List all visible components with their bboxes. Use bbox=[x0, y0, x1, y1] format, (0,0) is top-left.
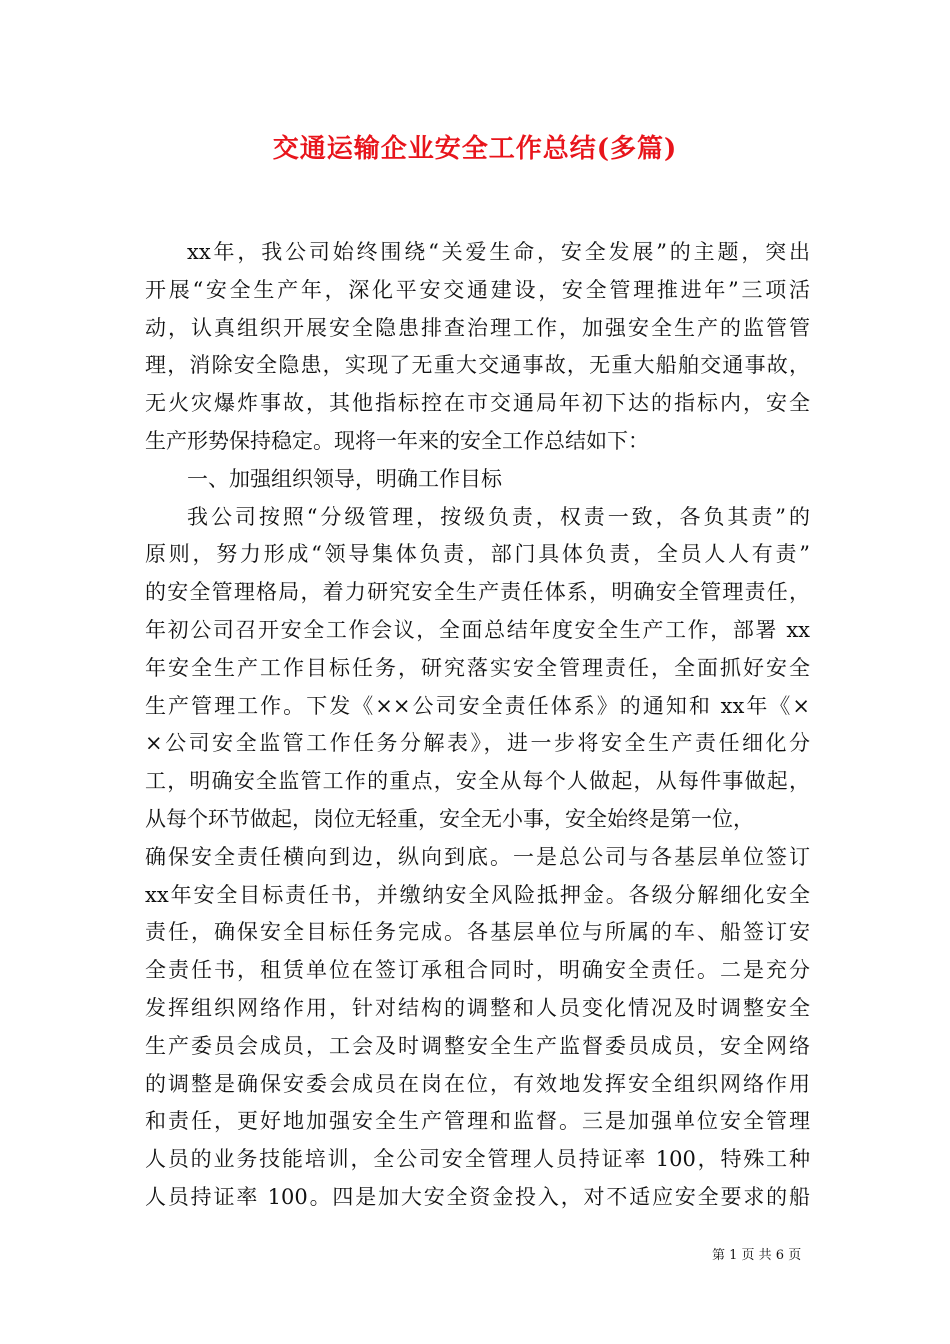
body-line: 一、加强组织领导，明确工作目标 bbox=[187, 466, 502, 491]
body-line: 的调整是确保安委会成员在岗在位，有效地发挥安全组织网络作用 bbox=[145, 1071, 810, 1096]
body-line: 生产形势保持稳定。现将一年来的安全工作总结如下： bbox=[145, 428, 649, 453]
body-line: 人员持证率 100。四是加大安全资金投入，对不适应安全要求的船 bbox=[145, 1184, 810, 1209]
body-line: 原则，努力形成“领导集体负责，部门具体负责，全员人人有责” bbox=[145, 542, 810, 567]
body-line: ×公司安全监管工作任务分解表》，进一步将安全生产责任细化分 bbox=[145, 731, 810, 756]
body-line: 从每个环节做起，岗位无轻重，安全无小事，安全始终是第一位， bbox=[145, 806, 754, 831]
body-line: 我公司按照“分级管理，按级负责，权责一致，各负其责”的 bbox=[187, 504, 810, 529]
body-line: 年安全生产工作目标任务，研究落实安全管理责任，全面抓好安全 bbox=[145, 655, 810, 680]
body-line: 工，明确安全监管工作的重点，安全从每个人做起，从每件事做起， bbox=[145, 769, 810, 794]
body-line: xx年，我公司始终围绕“关爱生命，安全发展”的主题，突出 bbox=[187, 240, 810, 264]
document-body bbox=[145, 234, 810, 1217]
body-line: 生产管理工作。下发《××公司安全责任体系》的通知和 xx年《× bbox=[145, 693, 810, 718]
body-line: 年初公司召开安全工作会议，全面总结年度安全生产工作，部署 xx bbox=[145, 617, 810, 642]
document-title: 交通运输企业安全工作总结(多篇) bbox=[272, 134, 678, 164]
body-line: 理，消除安全隐患，实现了无重大交通事故，无重大船舶交通事故， bbox=[145, 353, 810, 378]
body-line: 人员的业务技能培训，全公司安全管理人员持证率 100，特殊工种 bbox=[145, 1147, 810, 1172]
page-number: 第 1 页 共 6 页 bbox=[712, 1248, 802, 1263]
body-line: xx年安全目标责任书，并缴纳安全风险抵押金。各级分解细化安全 bbox=[145, 882, 810, 907]
body-line: 全责任书，租赁单位在签订承租合同时，明确安全责任。二是充分 bbox=[145, 958, 810, 983]
body-line: 发挥组织网络作用，针对结构的调整和人员变化情况及时调整安全 bbox=[145, 995, 810, 1020]
body-line: 开展“安全生产年，深化平安交通建设，安全管理推进年”三项活 bbox=[145, 277, 810, 302]
body-line: 的安全管理格局，着力研究安全生产责任体系，明确安全管理责任， bbox=[145, 580, 810, 605]
body-line: 和责任，更好地加强安全生产管理和监督。三是加强单位安全管理 bbox=[145, 1109, 810, 1134]
body-line: 动，认真组织开展安全隐患排查治理工作，加强安全生产的监管管 bbox=[145, 315, 810, 340]
body-line: 生产委员会成员，工会及时调整安全生产监督委员成员，安全网络 bbox=[145, 1033, 810, 1058]
body-line: 确保安全责任横向到边，纵向到底。一是总公司与各基层单位签订 bbox=[145, 844, 810, 869]
body-line: 责任，确保安全目标任务完成。各基层单位与所属的车、船签订安 bbox=[145, 920, 810, 945]
body-line: 无火灾爆炸事故，其他指标控在市交通局年初下达的指标内，安全 bbox=[145, 391, 810, 416]
